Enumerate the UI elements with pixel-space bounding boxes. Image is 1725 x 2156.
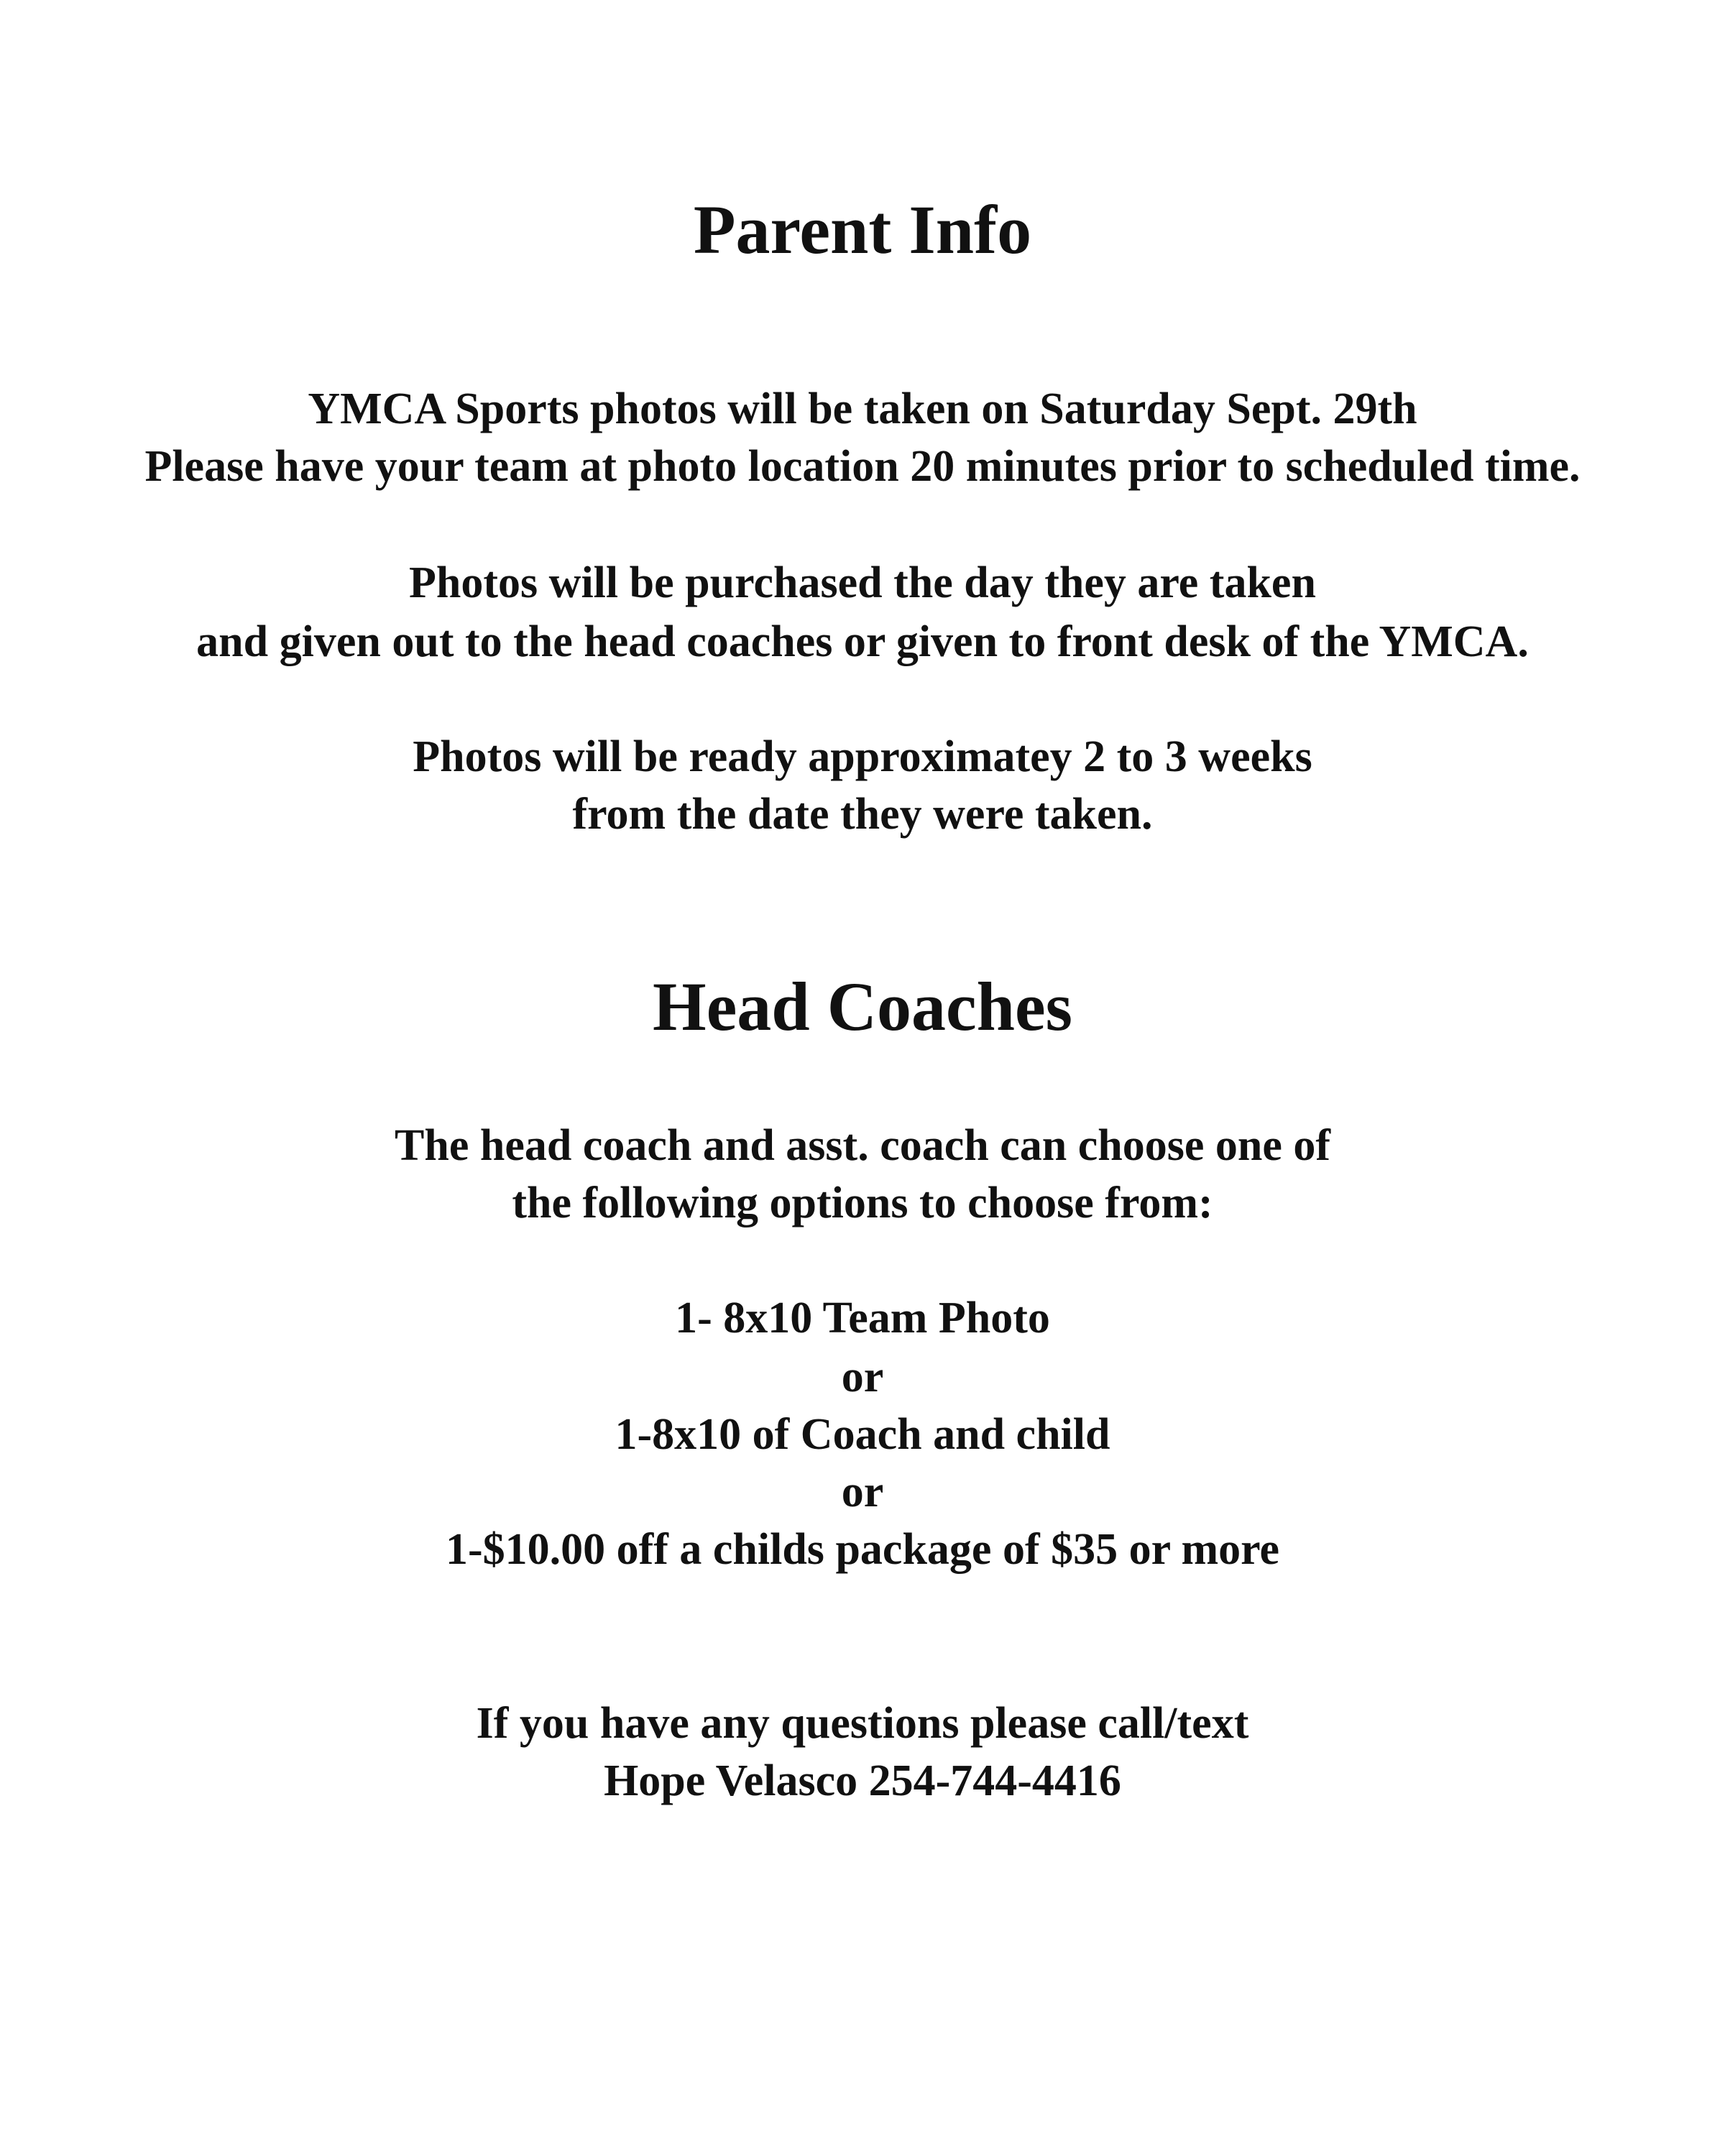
coach-options-intro-line: The head coach and asst. coach can choose one of [394,1121,1331,1170]
contact-name-phone: Hope Velasco 254-744-4416 [604,1756,1121,1805]
photo-date-line: YMCA Sports photos will be taken on Saturday Sept. 29th [308,384,1417,433]
head-coaches-heading: Head Coaches [653,968,1072,1045]
option-package-discount: 1-$10.00 off a childs package of $35 or more [445,1525,1280,1574]
coach-options-intro-line-2: the following options to choose from: [512,1179,1213,1227]
option-separator-or: or [841,1353,884,1401]
distribution-info-line: and given out to the head coaches or given to front desk of the YMCA. [196,617,1529,666]
ready-time-line-2: from the date they were taken. [572,790,1153,839]
option-team-photo: 1- 8x10 Team Photo [675,1294,1050,1342]
ready-time-line: Photos will be ready approximatey 2 to 3 weeks [413,732,1312,781]
contact-question-line: If you have any questions please call/text [476,1699,1249,1748]
purchase-info-line: Photos will be purchased the day they are taken [409,558,1316,607]
option-coach-and-child: 1-8x10 of Coach and child [615,1410,1110,1459]
arrival-instruction-line: Please have your team at photo location 20 minutes prior to scheduled time. [144,442,1581,491]
option-separator-or-2: or [841,1468,884,1516]
parent-info-heading: Parent Info [693,191,1032,268]
